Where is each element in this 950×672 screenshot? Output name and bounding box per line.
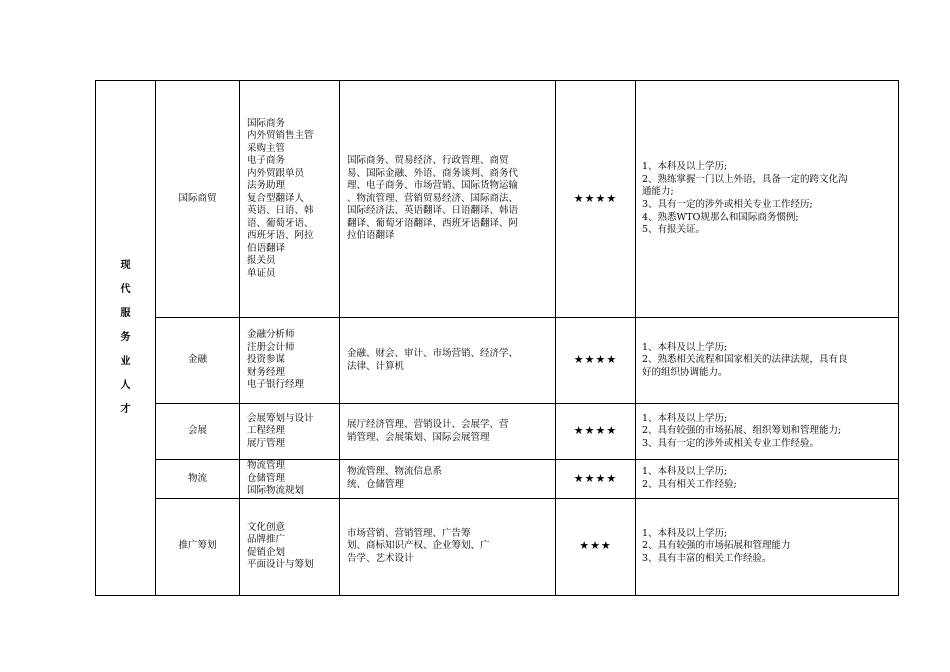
- positions-cell: [240, 81, 340, 318]
- positions-cell: [240, 404, 340, 460]
- rating-cell: ★★★★: [556, 318, 636, 404]
- table-row: [96, 318, 899, 404]
- category-char: 现: [120, 259, 131, 271]
- text-line: 统、仓储管理: [347, 478, 405, 490]
- text-line: 内外贸跟单员: [247, 167, 305, 179]
- requirements-cell: [636, 498, 899, 595]
- requirements-cell: [636, 81, 899, 318]
- text-line: 复合型翻译人: [247, 192, 305, 204]
- category-char: 代: [120, 283, 131, 295]
- rating-cell: ★★★★: [556, 460, 636, 499]
- text-line: 语、葡萄牙语、: [247, 217, 314, 229]
- text-line: 理、电子商务、市场营销、国际货物运输: [347, 180, 519, 192]
- text-line: 1、本科及以上学历;: [642, 527, 728, 539]
- text-line: 展厅管理: [247, 437, 286, 449]
- text-line: 好的组织协调能力。: [642, 366, 728, 378]
- text-line: 2、具有相关工作经验;: [642, 478, 737, 490]
- category-char: 业: [120, 355, 131, 367]
- talent-table: [95, 80, 899, 596]
- text-line: 展厅经济管理、营销设计、会展学、营: [347, 418, 509, 430]
- text-line: 金融、财会、审计、市场营销、经济学、: [347, 347, 519, 359]
- majors-cell: [340, 81, 556, 318]
- category-char: 人: [120, 379, 131, 391]
- text-line: 、物流管理、营销贸易经济、国际商法、: [347, 192, 519, 204]
- text-line: 品牌推广: [247, 534, 286, 546]
- text-line: 物流管理: [247, 460, 286, 471]
- text-line: 2、具有较强的市场拓展、组织筹划和管理能力;: [642, 425, 842, 437]
- majors-cell: [340, 318, 556, 404]
- majors-cell: [340, 404, 556, 460]
- text-line: 英语、日语、韩: [247, 205, 314, 217]
- category-char: 服: [120, 307, 131, 319]
- positions-cell: [240, 460, 340, 499]
- text-line: 电子银行经理: [247, 379, 305, 391]
- category-char: 才: [120, 403, 131, 415]
- majors-cell: [340, 460, 556, 499]
- text-line: 平面设计与筹划: [247, 559, 314, 571]
- positions-cell: [240, 498, 340, 595]
- text-line: 投资参谋: [247, 354, 286, 366]
- text-line: 3、具有丰富的相关工作经验。: [642, 552, 772, 564]
- text-line: 4、熟悉WTO规那么和国际商务惯例;: [642, 211, 799, 223]
- text-line: 市场营销、营销管理、广告筹: [347, 527, 471, 539]
- text-line: 物流管理、物流信息系: [347, 466, 443, 478]
- text-line: 1、本科及以上学历;: [642, 412, 728, 424]
- sector-cell: 会展: [156, 404, 240, 460]
- category-char: 务: [120, 331, 131, 343]
- text-line: 3、具有一定的涉外或相关专业工作经历;: [642, 199, 813, 210]
- text-line: 法务助理: [247, 180, 286, 192]
- text-line: 2、具有较强的市场拓展和管理能力: [642, 540, 791, 552]
- text-line: 促销企划: [247, 546, 286, 558]
- text-line: 报关员: [247, 255, 276, 267]
- text-line: 国际商务、贸易经济、行政管理、商贸: [347, 155, 509, 167]
- table-row: [96, 460, 899, 499]
- rating-cell: ★★★: [556, 498, 636, 595]
- text-line: 国际物流规划: [247, 485, 305, 497]
- text-line: 内外贸销售主管: [247, 130, 314, 142]
- text-line: 拉伯语翻译: [347, 230, 395, 242]
- text-line: 文化创意: [247, 521, 286, 533]
- table-row: [96, 404, 899, 460]
- rating-cell: ★★★★: [556, 404, 636, 460]
- text-line: 西班牙语、阿拉: [247, 230, 314, 242]
- text-line: 2、熟练掌握一门以上外语，具备一定的跨文化沟: [642, 173, 848, 185]
- text-line: 销管理、会展策划、国际会展管理: [347, 431, 490, 443]
- requirements-cell: [636, 404, 899, 460]
- text-line: 5、有报关证。: [642, 224, 706, 236]
- text-line: 告学、艺术设计: [347, 552, 414, 564]
- text-line: 通能力;: [642, 186, 674, 198]
- text-line: 工程经理: [247, 425, 286, 437]
- sector-cell: 国际商贸: [156, 81, 240, 318]
- text-line: 采购主管: [247, 142, 286, 154]
- text-line: 易、国际金融、外语、商务谈判、商务代: [347, 167, 519, 179]
- majors-cell: [340, 498, 556, 595]
- requirements-cell: [636, 318, 899, 404]
- table-row: [96, 498, 899, 595]
- text-line: 财务经理: [247, 366, 286, 378]
- sector-cell: 金融: [156, 318, 240, 404]
- text-line: 金融分析师: [247, 329, 295, 341]
- text-line: 2、熟悉相关流程和国家相关的法律法规，具有良: [642, 354, 848, 366]
- text-line: 国际经济法、英语翻译、日语翻译、韩语: [347, 205, 519, 217]
- text-line: 会展筹划与设计: [247, 412, 314, 424]
- text-line: 翻译、葡萄牙语翻译、西班牙语翻译、阿: [347, 217, 519, 229]
- positions-cell: [240, 318, 340, 404]
- text-line: 注册会计师: [247, 341, 295, 353]
- sector-cell: 物流: [156, 460, 240, 499]
- requirements-cell: [636, 460, 899, 499]
- text-line: 国际商务: [247, 117, 286, 129]
- text-line: 法律、计算机: [347, 360, 405, 372]
- text-line: 3、具有一定的涉外或相关专业工作经验。: [642, 437, 820, 449]
- text-line: 1、本科及以上学历;: [642, 466, 728, 478]
- table-row: [96, 81, 899, 318]
- sector-cell: 推广筹划: [156, 498, 240, 595]
- text-line: 1、本科及以上学历;: [642, 161, 728, 173]
- category-cell: [96, 81, 156, 596]
- text-line: 单证员: [247, 267, 276, 279]
- rating-cell: ★★★★: [556, 81, 636, 318]
- text-line: 电子商务: [247, 155, 286, 167]
- text-line: 1、本科及以上学历;: [642, 341, 728, 353]
- text-line: 仓储管理: [247, 472, 286, 484]
- text-line: 划、商标知识产权、企业筹划、广: [347, 540, 490, 552]
- text-line: 伯语翻译: [247, 242, 286, 254]
